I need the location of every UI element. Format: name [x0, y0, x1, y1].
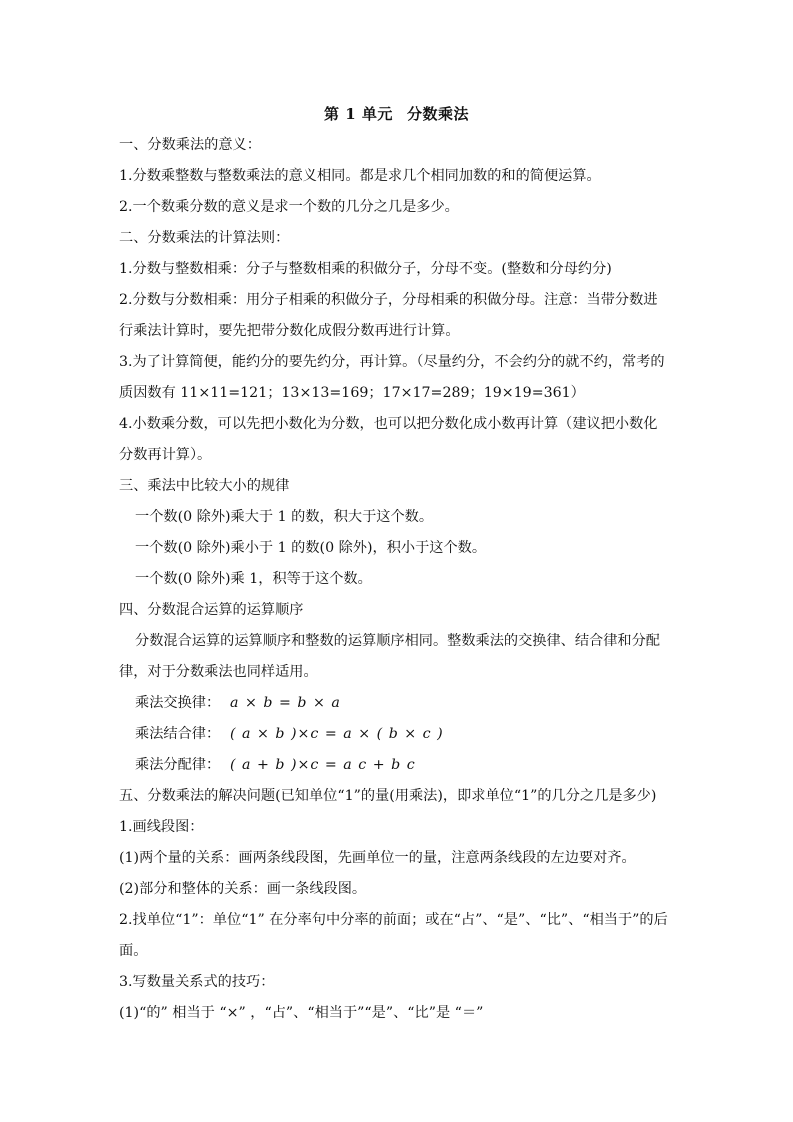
- formula-label: 乘法结合律：: [135, 726, 221, 742]
- document-body: [119, 130, 675, 1029]
- formula-expression: ( a + b )×c = a c + b c: [230, 757, 416, 773]
- text-line: 1.分数乘整数与整数乘法的意义相同。都是求几个相同加数的和的简便运算。: [119, 168, 601, 184]
- text-line: 行乘法计算时，要先把带分数化成假分数再进行计算。: [119, 323, 460, 339]
- text-line: (1)两个量的关系：画两条线段图，先画单位一的量，注意两条线段的左边要对齐。: [119, 850, 636, 866]
- formula-line: [119, 688, 675, 719]
- text-line: 1.画线段图：: [119, 819, 204, 835]
- text-line: 一个数(0 除外)乘小于 1 的数(0 除外)，积小于这个数。: [135, 540, 487, 556]
- text-line: 2.找单位“1”：单位“1” 在分率句中分率的前面；或在“占”、“是”、“比”、“相当于”的后: [119, 912, 668, 928]
- formula-label: 乘法交换律：: [135, 695, 221, 711]
- text-line: 四、分数混合运算的运算顺序: [119, 602, 304, 618]
- text-line: 一、分数乘法的意义：: [119, 137, 261, 153]
- text-line: 分数混合运算的运算顺序和整数的运算顺序相同。整数乘法的交换律、结合律和分配: [135, 633, 660, 649]
- page-title: [0, 103, 793, 124]
- text-line: 3.为了计算简便，能约分的要先约分，再计算。（尽量约分，不会约分的就不约，常考的: [119, 354, 665, 370]
- text-line: 二、分数乘法的计算法则：: [119, 230, 290, 246]
- formula-label: 乘法分配律：: [135, 757, 221, 773]
- formula-line: [119, 750, 675, 781]
- text-line: 4.小数乘分数，可以先把小数化为分数，也可以把分数化成小数再计算（建议把小数化: [119, 416, 658, 432]
- text-line: 律，对于分数乘法也同样适用。: [119, 664, 318, 680]
- text-line: 质因数有 11×11=121；13×13=169；17×17=289；19×19=361）: [119, 385, 585, 401]
- text-line: 面。: [119, 943, 148, 959]
- title-unit: 第 1 单元: [324, 105, 393, 123]
- formula-expression: ( a × b )×c = a × ( b × c ): [230, 726, 444, 742]
- text-line: 2.一个数乘分数的意义是求一个数的几分之几是多少。: [119, 199, 459, 215]
- formula-line: [119, 719, 675, 750]
- text-line: 1.分数与整数相乘：分子与整数相乘的积做分子，分母不变。(整数和分母约分): [119, 261, 612, 277]
- text-line: 三、乘法中比较大小的规律: [119, 478, 290, 494]
- text-line: (2)部分和整体的关系：画一条线段图。: [119, 881, 367, 897]
- text-line: (1)“的” 相当于 “×” ，“占”、“相当于”“是”、“比”是 “＝”: [119, 1005, 484, 1021]
- text-line: 五、分数乘法的解决问题(已知单位“1”的量(用乘法)，即求单位“1”的几分之几是多少): [119, 788, 657, 804]
- text-line: 一个数(0 除外)乘 1，积等于这个数。: [135, 571, 372, 587]
- text-line: 2.分数与分数相乘：用分子相乘的积做分子，分母相乘的积做分母。注意：当带分数进: [119, 292, 658, 308]
- title-topic: 分数乘法: [406, 105, 469, 123]
- text-line: 一个数(0 除外)乘大于 1 的数，积大于这个数。: [135, 509, 434, 525]
- text-line: 3.写数量关系式的技巧：: [119, 974, 275, 990]
- text-line: 分数再计算）。: [119, 447, 212, 463]
- formula-expression: a × b = b × a: [230, 695, 341, 711]
